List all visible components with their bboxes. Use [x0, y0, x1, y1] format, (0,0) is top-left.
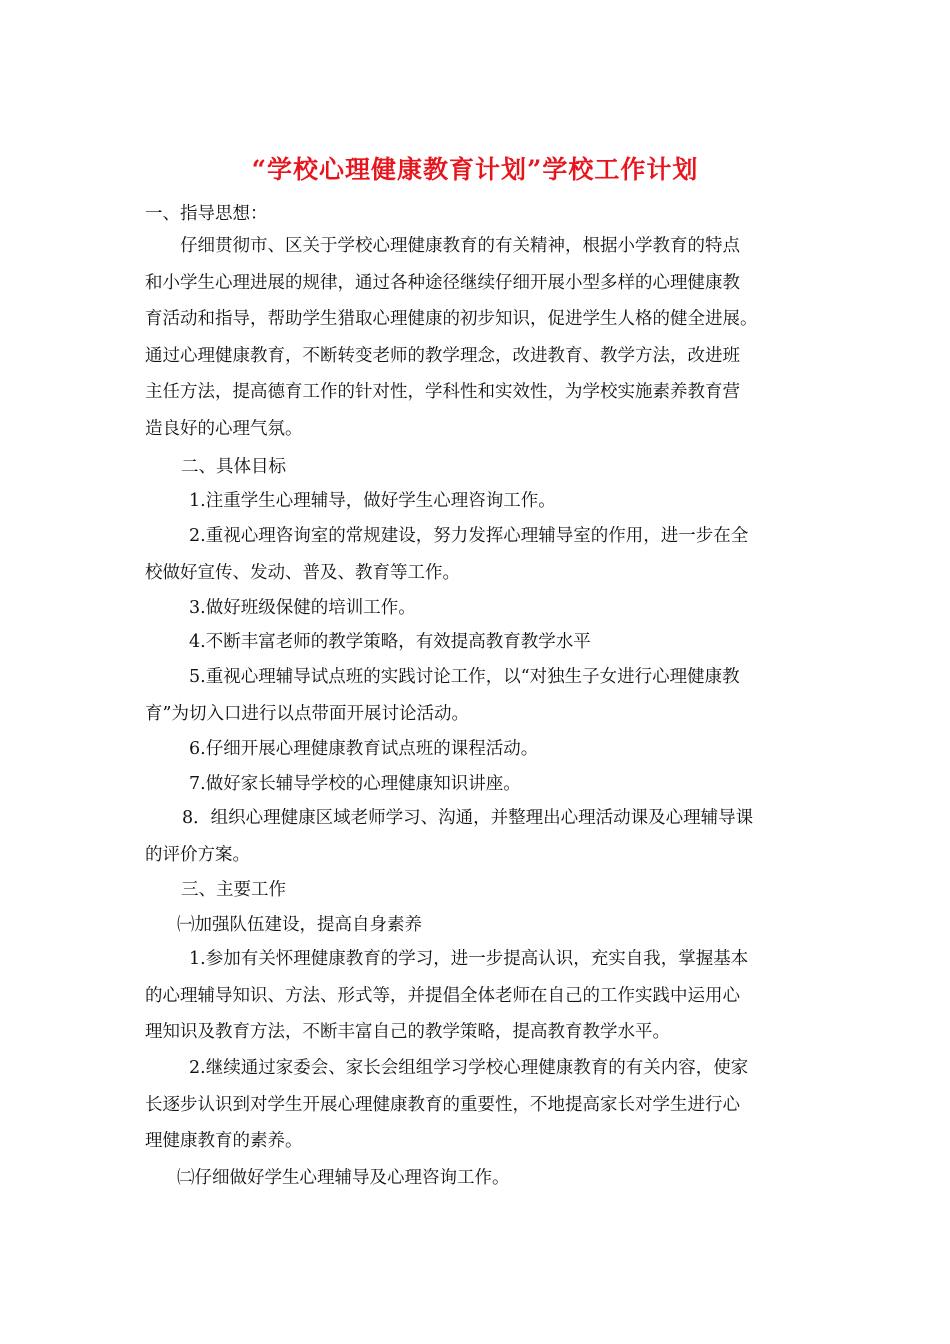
goal-item-1	[145, 483, 849, 520]
work-item-1	[145, 941, 805, 1051]
text-line: 造良好的心理气氛。	[145, 418, 303, 439]
text-line: 2.继续通过家委会、家长会组组学习学校心理健康教育的有关内容，使家	[189, 1058, 749, 1078]
text-line: 一、指导思想：	[145, 204, 268, 224]
text-line: 4.不断丰富老师的教学策略，有效提高教育教学水平	[189, 632, 591, 652]
text-line: 主任方法，提高德育工作的针对性，学科性和实效性，为学校实施素养教育营	[145, 382, 740, 402]
text-line: 2.重视心理咨询室的常规建设，努力发挥心理辅导室的作用，进一步在全	[189, 526, 749, 546]
text-line: 6.仔细开展心理健康教育试点班的课程活动。	[189, 739, 539, 759]
text-line: 育”为切入口进行以点带面开展讨论活动。	[145, 703, 469, 724]
goal-item-7	[145, 766, 849, 803]
document-title: “学校心理健康教育计划”学校工作计划	[251, 155, 699, 184]
text-line: 通过心理健康教育，不断转变老师的教学理念，改进教育、教学方法，改进班	[145, 345, 740, 366]
heading-specific-goals	[145, 449, 841, 486]
text-line: 的心理辅导知识、方法、形式等，并提倡全体老师在自己的工作实践中运用心	[145, 985, 740, 1006]
text-line: 和小学生心理进展的规律，通过各种途径继续仔细开展小型多样的心理健康教	[145, 272, 740, 293]
text-line: 二、具体目标	[181, 457, 286, 477]
text-line: 7.做好家长辅导学校的心理健康知识讲座。	[189, 774, 521, 794]
text-line: 校做好宣传、发动、普及、教育等工作。	[145, 562, 460, 583]
paragraph-guiding-ideology	[145, 228, 805, 447]
text-line: 理健康教育的素养。	[145, 1131, 303, 1151]
heading-main-work	[145, 872, 841, 909]
work-item-2	[145, 1050, 805, 1160]
goal-item-2	[145, 518, 805, 591]
text-line: 的评价方案。	[145, 844, 250, 865]
goal-item-3	[145, 590, 849, 627]
goal-item-6	[145, 731, 849, 768]
goal-item-8	[145, 800, 805, 873]
goal-item-4	[145, 624, 849, 661]
text-line: 8．组织心理健康区域老师学习、沟通，并整理出心理活动课及心理辅导课	[182, 808, 754, 828]
text-line: 理知识及教育方法，不断丰富自己的教学策略，提高教育教学水平。	[145, 1022, 670, 1042]
text-line: 长逐步认识到对学生开展心理健康教育的重要性，不地提高家长对学生进行心	[145, 1094, 740, 1115]
text-line: ㈠加强队伍建设，提高自身素养	[177, 915, 422, 935]
text-line: 5.重视心理辅导试点班的实践讨论工作，以“对独生子女进行心理健康教	[189, 667, 740, 687]
text-line: 育活动和指导，帮助学生猎取心理健康的初步知识，促进学生人格的健全进展。	[145, 309, 758, 329]
text-line: 1.参加有关怀理健康教育的学习，进一步提高认识，充实自我，掌握基本	[189, 949, 749, 969]
text-line: 1.注重学生心理辅导，做好学生心理咨询工作。	[189, 491, 556, 511]
subheading-counseling	[145, 1160, 837, 1197]
text-line: 三、主要工作	[181, 880, 286, 900]
text-line: ㈡仔细做好学生心理辅导及心理咨询工作。	[177, 1168, 510, 1188]
text-line: 仔细贯彻市、区关于学校心理健康教育的有关精神，根据小学教育的特点	[180, 236, 740, 256]
text-line: 3.做好班级保健的培训工作。	[189, 598, 416, 618]
subheading-team-building	[145, 907, 837, 944]
goal-item-5	[145, 659, 805, 732]
